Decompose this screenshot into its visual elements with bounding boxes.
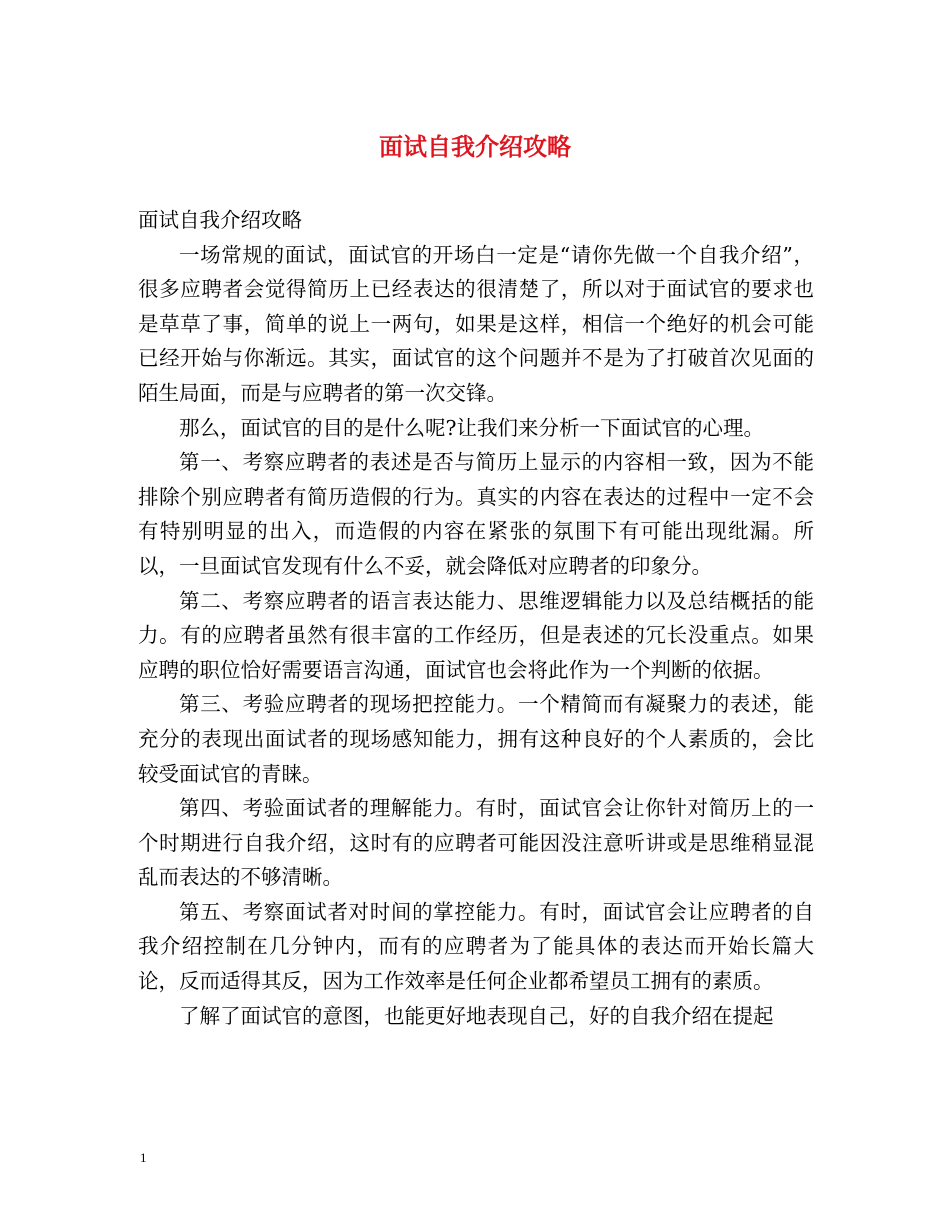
paragraph-conclusion: 了解了面试官的意图，也能更好地表现自己，好的自我介绍在提起	[179, 1003, 774, 1028]
paragraph-point-3: 第三、考验应聘者的现场把控能力。一个精简而有凝聚力的表述，能充分的表现出面试者的现场感知能力，拥有这种良好的个人素质的，会比较受面试官的青睐。	[138, 692, 814, 786]
document-body	[138, 203, 814, 1033]
paragraph-point-2: 第二、考察应聘者的语言表达能力、思维逻辑能力以及总结概括的能力。有的应聘者虽然有很丰富的工作经历，但是表述的冗长没重点。如果应聘的职位恰好需要语言沟通，面试官也会将此作为一个判断的依据。	[138, 588, 814, 682]
paragraph-point-4: 第四、考验面试者的理解能力。有时，面试官会让你针对简历上的一个时期进行自我介绍，这时有的应聘者可能因没注意听讲或是思维稍显混乱而表达的不够清晰。	[138, 796, 814, 890]
paragraph-intro: 一场常规的面试，面试官的开场白一定是“请你先做一个自我介绍”，很多应聘者会觉得简历上已经表达的很清楚了，所以对于面试官的要求也是草草了事，简单的说上一两句，如果是这样，相信一个绝好的机会可能已经开始与你渐远。其实，面试官的这个问题并不是为了打破首次见面的陌生局面，而是与应聘者的第一次交锋。	[138, 242, 814, 405]
document-title: 面试自我介绍攻略	[379, 132, 571, 161]
document-subtitle: 面试自我介绍攻略	[138, 208, 302, 232]
paragraph-question: 那么，面试官的目的是什么呢?让我们来分析一下面试官的心理。	[179, 415, 764, 440]
page-number: 1	[140, 1150, 147, 1165]
paragraph-point-5: 第五、考察面试者对时间的掌控能力。有时，面试官会让应聘者的自我介绍控制在几分钟内，而有的应聘者为了能具体的表达而开始长篇大论，反而适得其反，因为工作效率是任何企业都希望员工拥有的素质。	[138, 899, 814, 994]
paragraph-point-1: 第一、考察应聘者的表述是否与简历上显示的内容相一致，因为不能排除个别应聘者有简历造假的行为。真实的内容在表达的过程中一定不会有特别明显的出入，而造假的内容在紧张的氛围下有可能出现纰漏。所以，一旦面试官发现有什么不妥，就会降低对应聘者的印象分。	[138, 450, 814, 578]
